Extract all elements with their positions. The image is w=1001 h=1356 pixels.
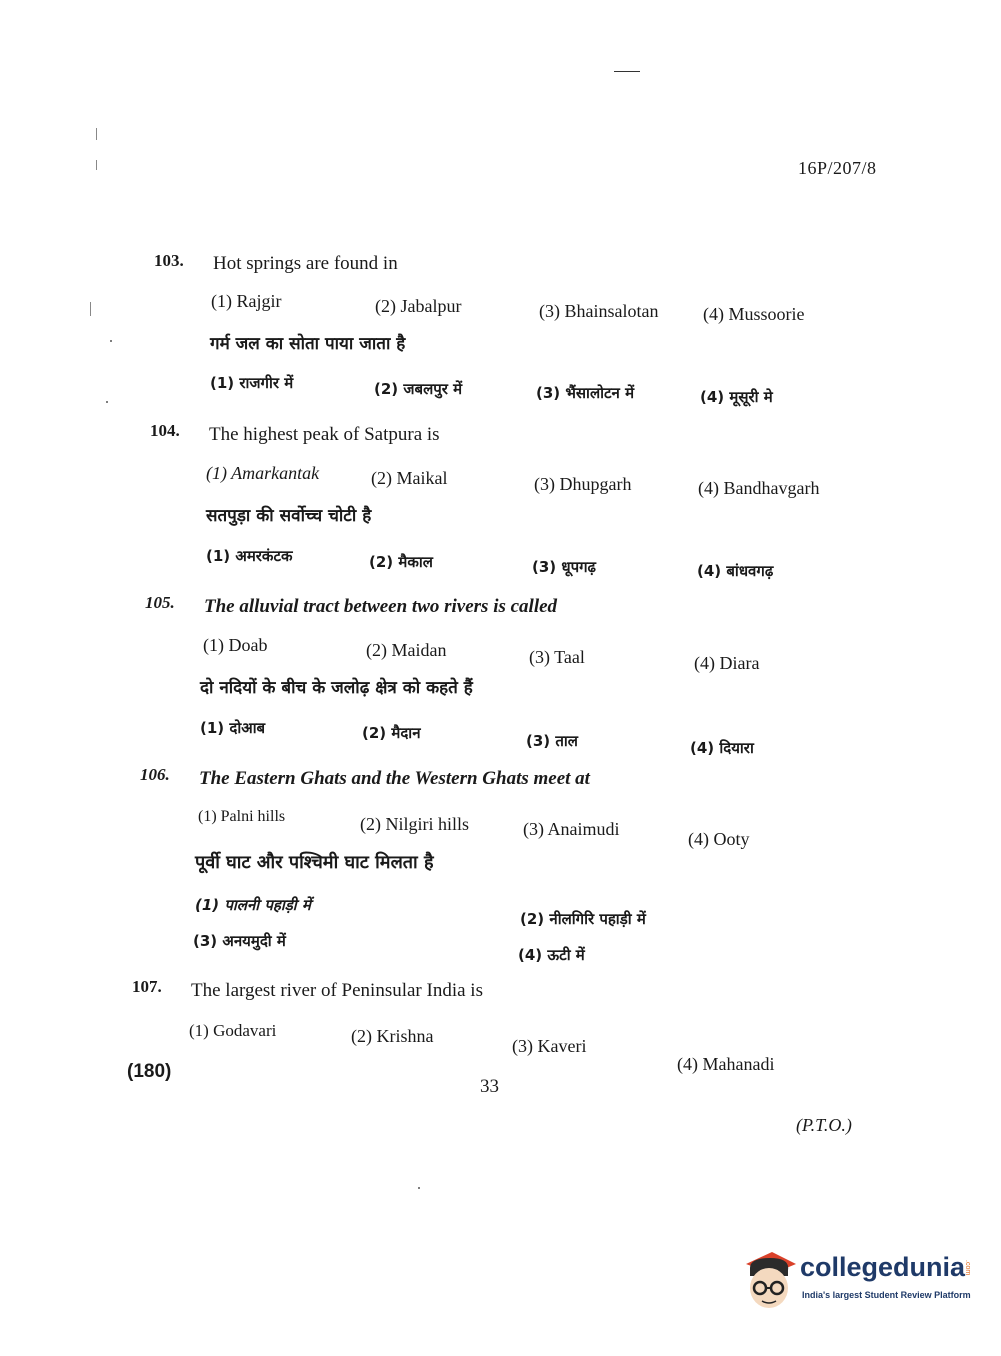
question-text-hi: पूर्वी घाट और पश्चिमी घाट मिलता है [195,852,434,873]
option-en: (2) Maikal [371,468,448,488]
option-hi: (1) पालनी पहाड़ी में [195,896,311,914]
option-hi: (4) मूसूरी मे [700,388,773,406]
option-hi: (1) अमरकंटक [206,547,293,565]
question-text-hi: गर्म जल का सोता पाया जाता है [210,334,406,354]
option-hi: (4) दियारा [690,739,754,757]
option-hi: (2) जबलपुर में [374,380,463,398]
question-text-en: The highest peak of Satpura is [209,424,440,445]
question-number: 107. [132,977,162,996]
option-en: (1) Rajgir [211,291,282,311]
question-number: 105. [145,593,175,612]
margin-tick [96,160,97,170]
logo-tagline: India's largest Student Review Platform [802,1290,971,1300]
option-en: (4) Mussoorie [703,304,805,324]
question-number: 103. [154,251,184,270]
speck [418,1187,420,1189]
option-en: (2) Krishna [351,1026,434,1046]
question-text-en: The largest river of Peninsular India is [191,980,483,1001]
option-en: (3) Kaveri [512,1036,587,1056]
logo-wordmark: collegedunia [800,1252,966,1282]
page-number: 33 [480,1076,499,1097]
option-hi: (4) बांधवगढ़ [697,562,774,580]
option-en: (1) Amarkantak [206,463,320,483]
option-en: (3) Bhainsalotan [539,301,659,321]
question-text-en: The Eastern Ghats and the Western Ghats meet at [199,768,590,789]
option-hi: (2) नीलगिरि पहाड़ी में [520,910,646,928]
option-hi: (2) मैदान [362,724,421,742]
question-text-hi: सतपुड़ा की सर्वोच्च चोटी है [206,506,372,526]
option-en: (4) Bandhavgarh [698,478,820,498]
option-hi: (1) राजगीर में [210,374,294,392]
option-en: (4) Mahanadi [677,1054,775,1074]
margin-tick [90,302,91,316]
collegedunia-logo[interactable] [742,1250,974,1314]
option-en: (3) Taal [529,647,585,667]
question-text-en: Hot springs are found in [213,253,398,274]
option-en: (4) Diara [694,653,760,673]
speck [106,401,108,403]
option-en: (1) Godavari [189,1021,277,1040]
option-en: (3) Dhupgarh [534,474,632,494]
student-mascot-icon [742,1250,798,1312]
booklet-code: (180) [127,1061,172,1082]
option-en: (4) Ooty [688,829,750,849]
option-hi: (3) ताल [526,732,578,750]
top-dash [614,71,640,72]
question-number: 104. [150,421,180,440]
option-en: (1) Palni hills [198,808,286,825]
pto-note: (P.T.O.) [796,1115,852,1135]
question-text-en: The alluvial tract between two rivers is called [204,596,558,617]
logo-domain: .com [964,1260,971,1276]
option-hi: (1) दोआब [200,719,266,737]
option-hi: (4) ऊटी में [518,946,585,964]
option-hi: (3) अनयमुदी में [193,932,286,950]
option-en: (3) Anaimudi [523,819,620,839]
option-en: (2) Nilgiri hills [360,814,469,834]
paper-code: 16P/207/8 [798,158,877,178]
margin-tick [96,128,97,140]
question-text-hi: दो नदियों के बीच के जलोढ़ क्षेत्र को कहते हैं [200,678,473,698]
option-hi: (2) मैकाल [369,553,433,571]
speck [110,340,112,342]
option-en: (2) Jabalpur [375,296,462,316]
option-en: (1) Doab [203,635,268,655]
option-en: (2) Maidan [366,640,447,660]
option-hi: (3) धूपगढ़ [532,558,597,576]
question-number: 106. [140,765,170,784]
option-hi: (3) भैंसालोटन में [536,384,635,402]
